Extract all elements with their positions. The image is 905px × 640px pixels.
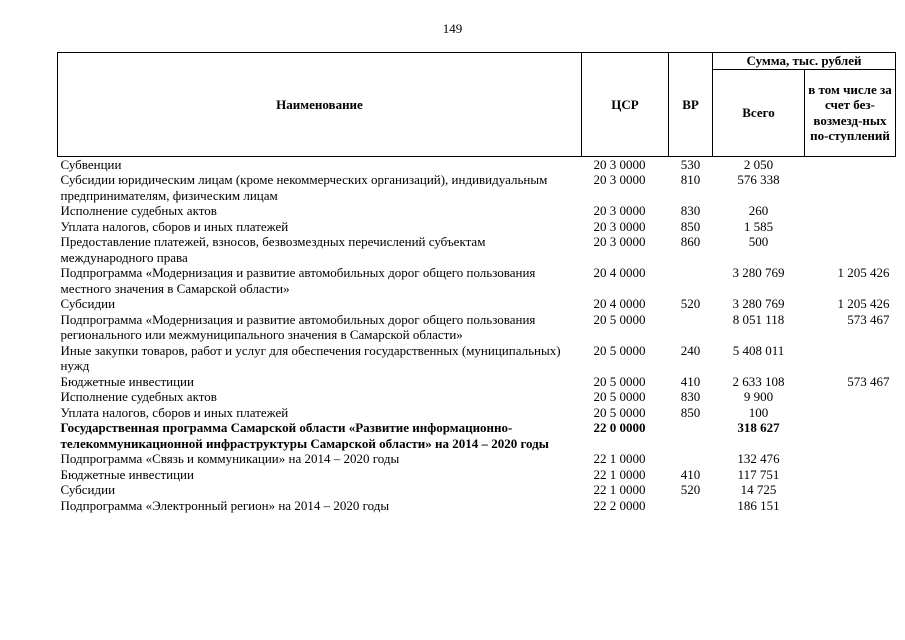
table-row [58, 374, 896, 390]
cell-csr: 20 5 0000 [593, 373, 646, 389]
table-row [58, 498, 896, 514]
cell-vr [669, 498, 713, 514]
cell-vr [669, 420, 713, 451]
page-number: 149 [442, 21, 463, 36]
cell-csr: 20 5 0000 [593, 389, 646, 404]
table-header [58, 53, 896, 157]
cell-vr: 410 [680, 373, 701, 389]
cell-name: Уплата налогов, сборов и иных платежей [60, 218, 289, 234]
cell-csr: 20 3 0000 [593, 218, 646, 234]
cell-csr: 22 1 0000 [593, 482, 646, 497]
cell-total: 260 [748, 203, 769, 218]
cell-grants [805, 420, 896, 451]
header-name: Наименование [58, 53, 582, 157]
cell-csr: 20 5 0000 [593, 342, 646, 358]
cell-name: Предоставление платежей, взносов, безвозмездных перечислений субъектам международного права [60, 234, 486, 265]
cell-csr: 20 5 0000 [593, 311, 646, 327]
cell-grants [805, 498, 896, 514]
header-total: Всего [713, 69, 805, 156]
header-sum: Сумма, тыс. рублей [713, 53, 896, 70]
cell-grants [805, 219, 896, 235]
cell-total: 2 633 108 [732, 373, 785, 389]
table-row [58, 405, 896, 421]
cell-csr: 22 1 0000 [593, 466, 646, 482]
cell-name: Подпрограмма «Модернизация и развитие автомобильных дорог общего пользования местного значения в Самарской области» [60, 265, 536, 296]
cell-total: 2 050 [743, 156, 774, 172]
cell-total: 500 [748, 234, 769, 249]
cell-total: 3 280 769 [732, 265, 785, 280]
cell-name: Исполнение судебных актов [60, 203, 217, 218]
cell-total: 100 [748, 404, 769, 420]
table-row [58, 451, 896, 467]
cell-csr: 20 4 0000 [593, 296, 646, 311]
table-row [58, 467, 896, 483]
table-row [58, 265, 896, 296]
cell-total: 318 627 [737, 420, 780, 435]
cell-grants [805, 451, 896, 467]
cell-vr: 850 [680, 218, 701, 234]
cell-grants [805, 405, 896, 421]
cell-name: Подпрограмма «Связь и коммуникации» на 2014 – 2020 годы [60, 451, 400, 466]
cell-total: 132 476 [737, 451, 780, 466]
cell-name: Государственная программа Самарской области «Развитие информационно-телекоммуникационной инфраструктуры Самарской области» на 2014 – 2020 годы [60, 420, 549, 451]
cell-csr: 20 3 0000 [593, 234, 646, 249]
header-vr: ВР [669, 53, 713, 157]
cell-grants [805, 172, 896, 203]
table-body [58, 156, 896, 513]
cell-name: Субсидии [60, 296, 116, 311]
cell-vr: 530 [680, 156, 701, 172]
table-row [58, 312, 896, 343]
cell-grants: 1 205 426 [837, 265, 890, 280]
cell-grants [805, 343, 896, 374]
cell-total: 186 151 [737, 497, 780, 513]
table-row [58, 172, 896, 203]
cell-vr: 860 [680, 234, 701, 249]
cell-grants [805, 467, 896, 483]
cell-csr: 20 3 0000 [593, 203, 646, 218]
cell-vr: 520 [680, 482, 701, 497]
cell-total: 3 280 769 [732, 296, 785, 311]
table-row [58, 296, 896, 312]
cell-grants: 573 467 [847, 311, 890, 327]
cell-vr [669, 312, 713, 343]
cell-csr: 22 2 0000 [593, 497, 646, 513]
cell-total: 576 338 [737, 172, 780, 187]
table-row [58, 482, 896, 498]
table-row [58, 420, 896, 451]
cell-grants [805, 156, 896, 172]
header-csr: ЦСР [582, 53, 669, 157]
cell-vr: 240 [680, 342, 701, 358]
cell-name: Подпрограмма «Электронный регион» на 2014 – 2020 годы [60, 497, 390, 513]
cell-grants [805, 234, 896, 265]
cell-vr: 520 [680, 296, 701, 311]
cell-grants: 1 205 426 [837, 296, 890, 311]
cell-vr: 810 [680, 172, 701, 187]
cell-grants [805, 482, 896, 498]
cell-total: 8 051 118 [732, 311, 785, 327]
cell-name: Бюджетные инвестиции [60, 373, 194, 389]
cell-vr: 830 [680, 203, 701, 218]
cell-vr [669, 265, 713, 296]
table-row [58, 234, 896, 265]
header-grants: в том числе за счет без-возмезд-ных по-ступлений [805, 69, 896, 156]
cell-name: Бюджетные инвестиции [60, 466, 194, 482]
table-row [58, 343, 896, 374]
cell-csr: 22 1 0000 [593, 451, 646, 466]
cell-csr: 22 0 0000 [593, 420, 646, 435]
cell-vr [669, 451, 713, 467]
cell-name: Субсидии юридическим лицам (кроме некоммерческих организаций), индивидуальным предпринимателям, физическим лицам [60, 172, 548, 203]
cell-csr: 20 3 0000 [593, 156, 646, 172]
budget-table [57, 52, 896, 513]
cell-total: 9 900 [743, 389, 774, 404]
cell-name: Исполнение судебных актов [60, 389, 217, 404]
table-row [58, 389, 896, 405]
cell-name: Иные закупки товаров, работ и услуг для обеспечения государственных (муниципальных) нужд [60, 342, 561, 373]
cell-name: Подпрограмма «Модернизация и развитие автомобильных дорог общего пользования регионального или межмуниципального значения в Самарской области» [60, 311, 536, 342]
cell-csr: 20 4 0000 [593, 265, 646, 280]
cell-name: Субвенции [60, 156, 122, 172]
cell-grants: 573 467 [847, 373, 890, 389]
table-row [58, 156, 896, 172]
cell-total: 117 751 [737, 466, 780, 482]
cell-total: 14 725 [740, 482, 777, 497]
cell-name: Субсидии [60, 482, 116, 497]
cell-vr: 830 [680, 389, 701, 404]
cell-csr: 20 5 0000 [593, 404, 646, 420]
cell-vr: 410 [680, 466, 701, 482]
table-row [58, 203, 896, 219]
cell-vr: 850 [680, 404, 701, 420]
cell-grants [805, 203, 896, 219]
cell-grants [805, 389, 896, 405]
table-row [58, 219, 896, 235]
cell-name: Уплата налогов, сборов и иных платежей [60, 404, 289, 420]
cell-total: 5 408 011 [732, 342, 785, 358]
cell-csr: 20 3 0000 [593, 172, 646, 187]
cell-total: 1 585 [743, 218, 774, 234]
